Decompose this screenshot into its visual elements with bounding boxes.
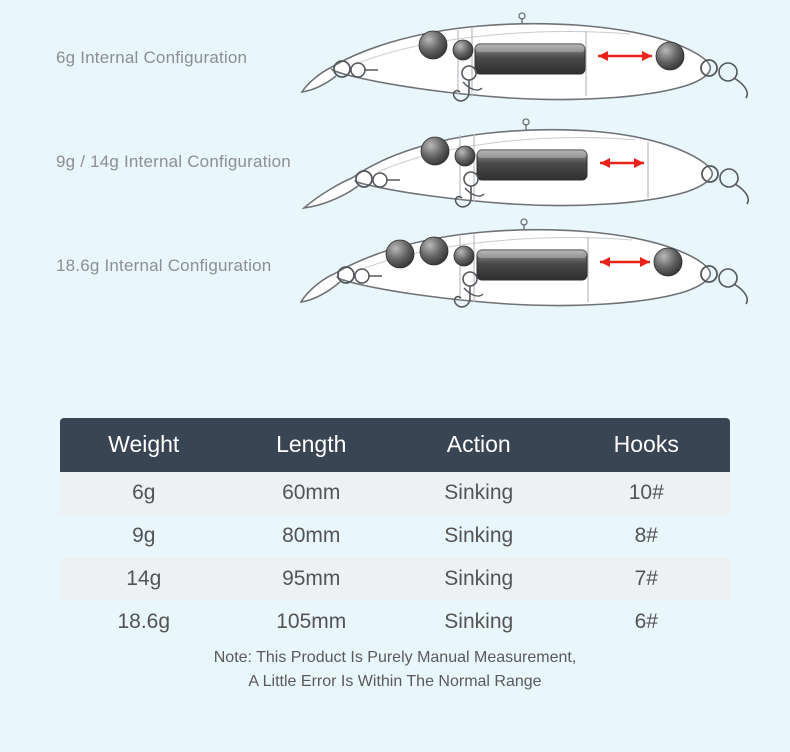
lure-illustration-18-6g bbox=[300, 214, 790, 318]
spec-table bbox=[60, 418, 730, 644]
cell-weight: 14g bbox=[60, 558, 228, 601]
table-row bbox=[60, 558, 730, 601]
cell-weight: 18.6g bbox=[117, 610, 171, 633]
cell-hooks: 7# bbox=[563, 558, 731, 601]
spec-table-body bbox=[60, 472, 730, 644]
column-header-hooks: Hooks bbox=[563, 418, 731, 472]
cell-weight: 9g bbox=[132, 524, 156, 547]
cell-action: Sinking bbox=[444, 610, 514, 633]
lure-row bbox=[0, 214, 790, 318]
measurement-note bbox=[60, 646, 730, 694]
table-row bbox=[60, 515, 730, 558]
cell-action: Sinking bbox=[395, 472, 563, 515]
cell-hooks: 6# bbox=[634, 610, 658, 633]
note-line-1: Note: This Product Is Purely Manual Measurement, bbox=[213, 649, 577, 666]
lure-row-label: 9g / 14g Internal Configuration bbox=[56, 152, 291, 171]
lure-row bbox=[0, 110, 790, 214]
lure-row-label: 6g Internal Configuration bbox=[56, 48, 248, 67]
lure-lip bbox=[302, 68, 336, 92]
cell-weight: 6g bbox=[60, 472, 228, 515]
note-line-2: A Little Error Is Within The Normal Range bbox=[248, 673, 542, 690]
cell-length: 60mm bbox=[228, 472, 396, 515]
cell-length: 80mm bbox=[282, 524, 341, 547]
weight-ball bbox=[454, 246, 474, 266]
cell-length: 95mm bbox=[228, 558, 396, 601]
cell-action: Sinking bbox=[395, 558, 563, 601]
cell-hooks: 8# bbox=[634, 524, 658, 547]
weight-ball bbox=[654, 248, 682, 276]
lure-illustration-9g-14g bbox=[300, 110, 790, 214]
weight-ball bbox=[419, 31, 447, 59]
weight-ball bbox=[453, 40, 473, 60]
weight-ball bbox=[656, 42, 684, 70]
weight-ball bbox=[421, 137, 449, 165]
spec-table-header-row bbox=[60, 418, 730, 472]
table-row bbox=[60, 472, 730, 515]
weight-ball bbox=[420, 237, 448, 265]
table-row bbox=[60, 601, 730, 644]
spec-table-head bbox=[60, 418, 730, 472]
cell-length: 105mm bbox=[276, 610, 347, 633]
weight-ball bbox=[386, 240, 414, 268]
column-header-length: Length bbox=[228, 418, 396, 472]
lure-lip bbox=[304, 178, 358, 208]
weight-ball bbox=[455, 146, 475, 166]
spec-table-wrapper bbox=[60, 418, 730, 644]
lure-row-label: 18.6g Internal Configuration bbox=[56, 256, 272, 275]
column-header-weight: Weight bbox=[60, 418, 228, 472]
lure-diagram-section bbox=[0, 0, 790, 318]
lure-row bbox=[0, 6, 790, 110]
lure-illustration-6g bbox=[300, 6, 790, 110]
lure-lip bbox=[301, 274, 340, 302]
cell-action: Sinking bbox=[444, 524, 514, 547]
column-header-action: Action bbox=[395, 418, 563, 472]
cell-hooks: 10# bbox=[563, 472, 731, 515]
